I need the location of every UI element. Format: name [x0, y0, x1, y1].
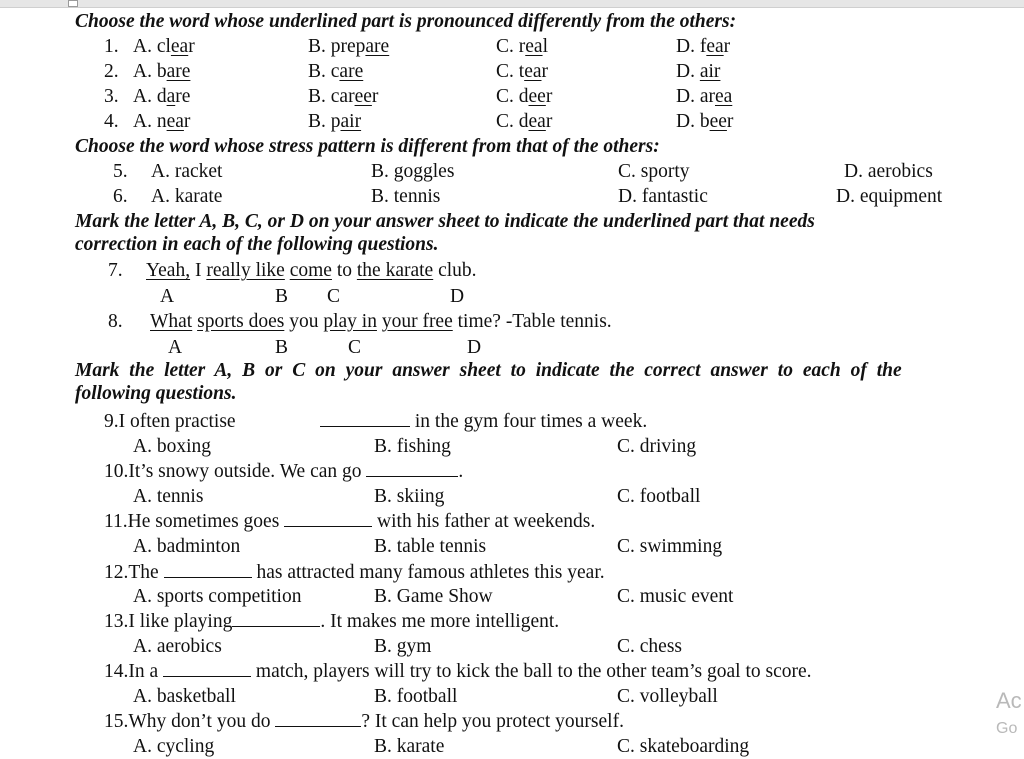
answer-blank[interactable]: [366, 462, 458, 477]
option-c: C. sporty: [618, 161, 690, 182]
letter-d: D: [467, 337, 482, 358]
option-d: D. equipment: [836, 186, 943, 207]
option-a: A. aerobics: [133, 636, 222, 657]
option-a: A. cycling: [133, 736, 215, 757]
option-a: A. dare: [133, 86, 191, 107]
option-a: A. tennis: [133, 486, 204, 507]
letter-b: B: [275, 337, 289, 358]
option-d: D. beer: [676, 111, 734, 132]
question-number: 3.: [104, 86, 119, 107]
option-b: B. prepare: [308, 36, 390, 57]
letter-c: C: [348, 337, 362, 358]
option-b: B. skiing: [374, 486, 445, 507]
section-heading-correction-cont: correction in each of the following questions.: [75, 234, 439, 255]
answer-blank[interactable]: [284, 512, 372, 527]
option-c: C. dear: [496, 111, 553, 132]
option-d: D. air: [676, 61, 721, 82]
section-heading-correction: Mark the letter A, B, C, or D on your answer sheet to indicate the underlined part that needs: [75, 211, 815, 232]
question-number: 8.: [108, 311, 123, 332]
option-b: B. karate: [374, 736, 445, 757]
section-heading-multiple-choice: Mark the letter A, B or C on your answer sheet to indicate the correct answer to each of the: [75, 360, 902, 381]
option-c: C. chess: [617, 636, 682, 657]
sentence: Yeah, I really like come to the karate club.: [146, 260, 477, 281]
option-b: B. tennis: [371, 186, 441, 207]
option-a: A. basketball: [133, 686, 236, 707]
section-heading-multiple-choice-cont: following questions.: [75, 383, 237, 404]
section-heading-stress: Choose the word whose stress pattern is different from that of the others:: [75, 136, 660, 157]
option-b: B. Game Show: [374, 586, 493, 607]
option-c: C. skateboarding: [617, 736, 750, 757]
section-heading-pronunciation: Choose the word whose underlined part is pronounced differently from the others:: [75, 11, 737, 32]
answer-blank[interactable]: [232, 612, 320, 627]
option-a: A. sports competition: [133, 586, 302, 607]
option-c: C. driving: [617, 436, 697, 457]
resize-handle[interactable]: [68, 0, 78, 7]
activation-watermark-line1: Ac: [996, 688, 1022, 713]
option-a: A. karate: [151, 186, 223, 207]
option-d: D. fear: [676, 36, 731, 57]
option-b: B. career: [308, 86, 379, 107]
option-a: A. near: [133, 111, 191, 132]
sentence: What sports does you play in your free time? -Table tennis.: [150, 311, 612, 332]
letter-a: A: [168, 337, 183, 358]
option-d: D. aerobics: [844, 161, 933, 182]
activation-watermark-line2: Go: [996, 720, 1018, 737]
option-b: B. care: [308, 61, 364, 82]
option-c: C. football: [617, 486, 701, 507]
option-b: B. football: [374, 686, 458, 707]
option-b: B. fishing: [374, 436, 451, 457]
option-a: A. bare: [133, 61, 191, 82]
option-c: C. tear: [496, 61, 548, 82]
question-stem: 12.The has attracted many famous athletes this year.: [104, 562, 605, 583]
question-stem-end: in the gym four times a week.: [320, 410, 647, 434]
answer-blank[interactable]: [164, 563, 252, 578]
option-c: C. real: [496, 36, 548, 57]
option-a: A. clear: [133, 36, 195, 57]
answer-blank[interactable]: [163, 662, 251, 677]
question-number: 1.: [104, 36, 119, 57]
option-b: B. pair: [308, 111, 362, 132]
option-a: A. racket: [151, 161, 223, 182]
letter-c: C: [327, 286, 341, 307]
option-d: D. area: [676, 86, 733, 107]
option-c: C. music event: [617, 586, 734, 607]
question-stem: 10.It’s snowy outside. We can go .: [104, 461, 464, 482]
option-b: B. gym: [374, 636, 432, 657]
option-b: B. table tennis: [374, 536, 487, 557]
window-top-border: [0, 0, 1024, 8]
option-c: C. swimming: [617, 536, 723, 557]
option-c: C. deer: [496, 86, 553, 107]
option-c: C. volleyball: [617, 686, 718, 707]
question-stem: 14.In a match, players will try to kick the ball to the other team’s goal to score.: [104, 661, 812, 682]
question-stem: 9.I often practise: [104, 411, 236, 432]
answer-blank[interactable]: [275, 712, 361, 727]
question-number: 6.: [113, 186, 128, 207]
option-b: B. goggles: [371, 161, 455, 182]
letter-a: A: [160, 286, 175, 307]
question-stem: 15.Why don’t you do ? It can help you protect yourself.: [104, 711, 624, 732]
option-c: D. fantastic: [618, 186, 708, 207]
question-stem: 13.I like playing . It makes me more intelligent.: [104, 611, 560, 632]
question-stem: 11.He sometimes goes with his father at weekends.: [104, 511, 596, 532]
question-number: 2.: [104, 61, 119, 82]
question-number: 4.: [104, 111, 119, 132]
question-number: 7.: [108, 260, 123, 281]
letter-d: D: [450, 286, 465, 307]
answer-blank[interactable]: [320, 412, 410, 427]
letter-b: B: [275, 286, 289, 307]
question-number: 5.: [113, 161, 128, 182]
option-a: A. badminton: [133, 536, 241, 557]
option-a: A. boxing: [133, 436, 211, 457]
